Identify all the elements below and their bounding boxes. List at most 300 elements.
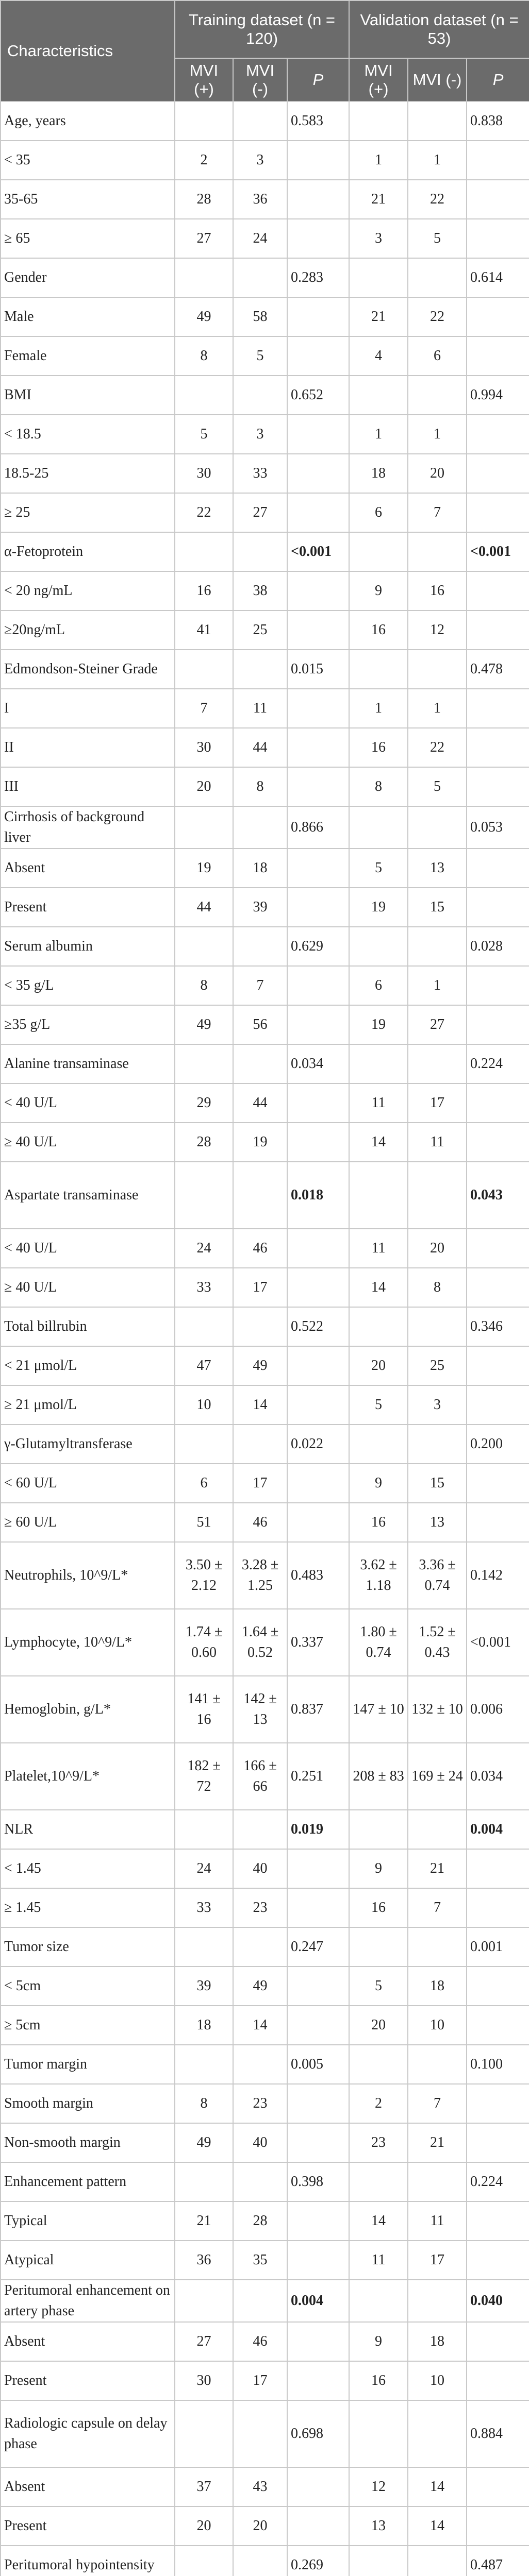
table-row-subcategory xyxy=(1,888,529,927)
training-mvi-positive-cell xyxy=(175,2546,233,2576)
validation-mvi-negative-cell: 13 xyxy=(408,849,467,888)
validation-mvi-positive-cell xyxy=(349,376,408,415)
validation-mvi-positive-cell xyxy=(349,1162,408,1229)
validation-mvi-negative-cell: 1.52 ± 0.43 xyxy=(408,1609,467,1676)
training-mvi-positive-cell: 28 xyxy=(175,180,233,219)
training-p-value-cell xyxy=(287,1346,349,1385)
validation-p-value-cell xyxy=(467,297,529,336)
table-row-subcategory xyxy=(1,2361,529,2400)
validation-p-value-cell: 0.034 xyxy=(467,1743,529,1810)
validation-p-value-cell: 0.040 xyxy=(467,2280,529,2322)
validation-mvi-negative-cell: 18 xyxy=(408,2322,467,2361)
training-mvi-negative-cell: 46 xyxy=(233,2322,287,2361)
validation-mvi-positive-cell: 20 xyxy=(349,1346,408,1385)
training-mvi-positive-cell: 16 xyxy=(175,571,233,611)
validation-mvi-positive-cell: 21 xyxy=(349,297,408,336)
training-mvi-negative-cell xyxy=(233,2546,287,2576)
training-p-value-cell xyxy=(287,888,349,927)
validation-mvi-positive-cell xyxy=(349,650,408,689)
validation-p-value-cell: 0.053 xyxy=(467,806,529,849)
header-validation-mvi-negative: MVI (-) xyxy=(408,58,467,101)
validation-mvi-positive-cell: 3 xyxy=(349,219,408,258)
training-p-value-cell xyxy=(287,297,349,336)
validation-mvi-negative-cell xyxy=(408,2162,467,2201)
validation-mvi-negative-cell xyxy=(408,376,467,415)
training-mvi-positive-cell: 18 xyxy=(175,2006,233,2045)
training-mvi-positive-cell xyxy=(175,258,233,297)
validation-mvi-negative-cell xyxy=(408,806,467,849)
training-p-value-cell: 0.018 xyxy=(287,1162,349,1229)
training-mvi-negative-cell: 17 xyxy=(233,1268,287,1307)
characteristic-label: Present xyxy=(1,2506,175,2546)
validation-mvi-negative-cell xyxy=(408,1927,467,1967)
training-mvi-positive-cell: 10 xyxy=(175,1385,233,1425)
validation-mvi-negative-cell: 18 xyxy=(408,1967,467,2006)
characteristic-label: ≥ 40 U/L xyxy=(1,1268,175,1307)
table-row-variable xyxy=(1,1743,529,1810)
validation-p-value-cell xyxy=(467,966,529,1005)
characteristic-label: < 18.5 xyxy=(1,415,175,454)
validation-mvi-positive-cell: 5 xyxy=(349,1385,408,1425)
table-row-subcategory xyxy=(1,689,529,728)
training-mvi-negative-cell: 46 xyxy=(233,1229,287,1268)
characteristic-label: Cirrhosis of background liver xyxy=(1,806,175,849)
validation-mvi-positive-cell xyxy=(349,1044,408,1083)
validation-p-value-cell xyxy=(467,1967,529,2006)
validation-mvi-positive-cell: 19 xyxy=(349,1005,408,1044)
validation-p-value-cell xyxy=(467,2006,529,2045)
training-mvi-negative-cell: 40 xyxy=(233,1849,287,1888)
training-p-value-cell xyxy=(287,611,349,650)
validation-p-value-cell xyxy=(467,141,529,180)
training-mvi-positive-cell xyxy=(175,806,233,849)
table-row-subcategory xyxy=(1,141,529,180)
training-mvi-positive-cell: 22 xyxy=(175,493,233,532)
validation-mvi-negative-cell: 15 xyxy=(408,888,467,927)
validation-mvi-negative-cell xyxy=(408,2280,467,2322)
table-row-subcategory xyxy=(1,2241,529,2280)
characteristic-label: III xyxy=(1,767,175,806)
validation-mvi-positive-cell: 5 xyxy=(349,1967,408,2006)
characteristic-label: < 40 U/L xyxy=(1,1083,175,1123)
table-row-variable xyxy=(1,258,529,297)
training-mvi-negative-cell: 14 xyxy=(233,1385,287,1425)
validation-mvi-negative-cell xyxy=(408,1810,467,1849)
training-mvi-negative-cell xyxy=(233,532,287,571)
validation-p-value-cell xyxy=(467,1464,529,1503)
training-mvi-positive-cell: 36 xyxy=(175,2241,233,2280)
table-row-subcategory xyxy=(1,1123,529,1162)
characteristic-label: ≥ 60 U/L xyxy=(1,1503,175,1542)
validation-p-value-cell: 0.100 xyxy=(467,2045,529,2084)
training-p-value-cell xyxy=(287,2123,349,2162)
training-p-value-cell xyxy=(287,493,349,532)
training-mvi-positive-cell: 39 xyxy=(175,1967,233,2006)
characteristic-label: Non-smooth margin xyxy=(1,2123,175,2162)
validation-mvi-negative-cell: 22 xyxy=(408,180,467,219)
validation-mvi-positive-cell: 6 xyxy=(349,493,408,532)
characteristic-label: Aspartate transaminase xyxy=(1,1162,175,1229)
characteristic-label: Lymphocyte, 10^9/L* xyxy=(1,1609,175,1676)
validation-mvi-positive-cell: 9 xyxy=(349,2322,408,2361)
training-p-value-cell: 0.015 xyxy=(287,650,349,689)
training-mvi-negative-cell xyxy=(233,376,287,415)
training-mvi-positive-cell: 27 xyxy=(175,219,233,258)
validation-mvi-negative-cell: 10 xyxy=(408,2006,467,2045)
training-mvi-negative-cell xyxy=(233,2045,287,2084)
characteristic-label: ≥ 21 μmol/L xyxy=(1,1385,175,1425)
validation-p-value-cell: 0.224 xyxy=(467,2162,529,2201)
characteristic-label: ≥35 g/L xyxy=(1,1005,175,1044)
validation-mvi-negative-cell: 1 xyxy=(408,966,467,1005)
validation-mvi-negative-cell xyxy=(408,532,467,571)
training-mvi-negative-cell: 44 xyxy=(233,1083,287,1123)
table-row-subcategory xyxy=(1,1464,529,1503)
training-mvi-positive-cell xyxy=(175,650,233,689)
characteristic-label: < 60 U/L xyxy=(1,1464,175,1503)
validation-mvi-negative-cell: 3.36 ± 0.74 xyxy=(408,1542,467,1609)
training-p-value-cell: 0.629 xyxy=(287,927,349,966)
validation-mvi-positive-cell: 11 xyxy=(349,2241,408,2280)
training-mvi-positive-cell: 28 xyxy=(175,1123,233,1162)
training-mvi-positive-cell: 8 xyxy=(175,336,233,376)
validation-mvi-negative-cell: 1 xyxy=(408,689,467,728)
training-p-value-cell xyxy=(287,966,349,1005)
validation-mvi-positive-cell: 1 xyxy=(349,415,408,454)
validation-p-value-cell xyxy=(467,493,529,532)
characteristic-label: I xyxy=(1,689,175,728)
table-row-subcategory xyxy=(1,336,529,376)
training-p-value-cell: 0.398 xyxy=(287,2162,349,2201)
validation-mvi-positive-cell xyxy=(349,258,408,297)
validation-mvi-positive-cell: 9 xyxy=(349,1464,408,1503)
table-row-subcategory xyxy=(1,571,529,611)
validation-mvi-negative-cell: 11 xyxy=(408,1123,467,1162)
characteristic-label: BMI xyxy=(1,376,175,415)
training-mvi-positive-cell: 182 ± 72 xyxy=(175,1743,233,1810)
characteristic-label: Serum albumin xyxy=(1,927,175,966)
characteristic-label: 18.5-25 xyxy=(1,454,175,493)
validation-mvi-negative-cell xyxy=(408,101,467,141)
validation-mvi-positive-cell: 16 xyxy=(349,611,408,650)
training-p-value-cell xyxy=(287,2506,349,2546)
table-row-subcategory xyxy=(1,1503,529,1542)
validation-mvi-negative-cell: 6 xyxy=(408,336,467,376)
validation-p-value-cell xyxy=(467,1083,529,1123)
validation-mvi-positive-cell xyxy=(349,927,408,966)
training-mvi-negative-cell: 24 xyxy=(233,219,287,258)
validation-p-value-cell: <0.001 xyxy=(467,1609,529,1676)
table-row-subcategory xyxy=(1,1268,529,1307)
training-mvi-positive-cell xyxy=(175,2400,233,2467)
training-mvi-negative-cell: 49 xyxy=(233,1967,287,2006)
validation-p-value-cell: 0.028 xyxy=(467,927,529,966)
validation-p-value-cell xyxy=(467,1268,529,1307)
training-p-value-cell: 0.698 xyxy=(287,2400,349,2467)
training-mvi-positive-cell: 51 xyxy=(175,1503,233,1542)
validation-p-value-cell: 0.487 xyxy=(467,2546,529,2576)
validation-mvi-positive-cell: 14 xyxy=(349,2201,408,2241)
training-p-value-cell: 0.837 xyxy=(287,1676,349,1743)
validation-mvi-negative-cell: 12 xyxy=(408,611,467,650)
training-mvi-positive-cell: 3.50 ± 2.12 xyxy=(175,1542,233,1609)
table-row-subcategory xyxy=(1,966,529,1005)
training-mvi-negative-cell: 5 xyxy=(233,336,287,376)
characteristic-label: Male xyxy=(1,297,175,336)
training-mvi-positive-cell: 49 xyxy=(175,297,233,336)
characteristic-label: < 40 U/L xyxy=(1,1229,175,1268)
validation-mvi-positive-cell: 208 ± 83 xyxy=(349,1743,408,1810)
training-mvi-negative-cell: 166 ± 66 xyxy=(233,1743,287,1810)
training-mvi-negative-cell: 40 xyxy=(233,2123,287,2162)
training-p-value-cell xyxy=(287,141,349,180)
validation-p-value-cell: 0.994 xyxy=(467,376,529,415)
training-p-value-cell xyxy=(287,689,349,728)
validation-mvi-positive-cell: 14 xyxy=(349,1268,408,1307)
validation-mvi-positive-cell xyxy=(349,1307,408,1346)
validation-mvi-negative-cell: 7 xyxy=(408,493,467,532)
training-p-value-cell: 0.866 xyxy=(287,806,349,849)
table-row-variable xyxy=(1,650,529,689)
table-row-variable xyxy=(1,1609,529,1676)
validation-p-value-cell xyxy=(467,1346,529,1385)
validation-p-value-cell xyxy=(467,2467,529,2506)
validation-mvi-negative-cell: 17 xyxy=(408,1083,467,1123)
validation-p-value-cell xyxy=(467,2241,529,2280)
training-mvi-positive-cell: 20 xyxy=(175,767,233,806)
validation-mvi-positive-cell: 20 xyxy=(349,2006,408,2045)
validation-mvi-negative-cell: 8 xyxy=(408,1268,467,1307)
characteristic-label: Atypical xyxy=(1,2241,175,2280)
training-p-value-cell: 0.247 xyxy=(287,1927,349,1967)
validation-mvi-positive-cell: 5 xyxy=(349,849,408,888)
training-p-value-cell xyxy=(287,336,349,376)
table-row-variable xyxy=(1,2400,529,2467)
validation-mvi-negative-cell: 20 xyxy=(408,1229,467,1268)
table-row-variable xyxy=(1,376,529,415)
table-row-subcategory xyxy=(1,2506,529,2546)
validation-p-value-cell xyxy=(467,2361,529,2400)
header-validation-p: P xyxy=(467,58,529,101)
table-row-variable xyxy=(1,2162,529,2201)
training-mvi-negative-cell: 23 xyxy=(233,1888,287,1927)
validation-p-value-cell: 0.001 xyxy=(467,1927,529,1967)
table-row-subcategory xyxy=(1,849,529,888)
validation-mvi-positive-cell: 9 xyxy=(349,1849,408,1888)
training-mvi-negative-cell: 19 xyxy=(233,1123,287,1162)
table-row-subcategory xyxy=(1,180,529,219)
characteristic-label: Edmondson-Steiner Grade xyxy=(1,650,175,689)
training-mvi-negative-cell xyxy=(233,2280,287,2322)
training-p-value-cell: 0.522 xyxy=(287,1307,349,1346)
training-mvi-negative-cell: 43 xyxy=(233,2467,287,2506)
training-mvi-positive-cell: 49 xyxy=(175,1005,233,1044)
characteristic-label: Tumor size xyxy=(1,1927,175,1967)
table-row-variable xyxy=(1,1044,529,1083)
validation-p-value-cell: 0.346 xyxy=(467,1307,529,1346)
training-mvi-positive-cell: 30 xyxy=(175,728,233,767)
training-p-value-cell: 0.269 xyxy=(287,2546,349,2576)
characteristic-label: Neutrophils, 10^9/L* xyxy=(1,1542,175,1609)
table-row-variable xyxy=(1,532,529,571)
training-mvi-negative-cell: 56 xyxy=(233,1005,287,1044)
training-p-value-cell xyxy=(287,1385,349,1425)
validation-mvi-negative-cell: 132 ± 10 xyxy=(408,1676,467,1743)
training-p-value-cell xyxy=(287,849,349,888)
training-mvi-negative-cell: 33 xyxy=(233,454,287,493)
table-row-subcategory xyxy=(1,1083,529,1123)
characteristic-label: Gender xyxy=(1,258,175,297)
training-mvi-positive-cell: 8 xyxy=(175,966,233,1005)
table-row-subcategory xyxy=(1,415,529,454)
table-row-subcategory xyxy=(1,1229,529,1268)
validation-mvi-negative-cell: 21 xyxy=(408,1849,467,1888)
validation-p-value-cell xyxy=(467,728,529,767)
validation-mvi-negative-cell xyxy=(408,1162,467,1229)
validation-mvi-positive-cell xyxy=(349,1927,408,1967)
table-row-subcategory xyxy=(1,1849,529,1888)
training-mvi-negative-cell: 8 xyxy=(233,767,287,806)
training-mvi-negative-cell: 25 xyxy=(233,611,287,650)
table-row-variable xyxy=(1,1542,529,1609)
validation-p-value-cell xyxy=(467,689,529,728)
characteristic-label: NLR xyxy=(1,1810,175,1849)
validation-p-value-cell xyxy=(467,1385,529,1425)
training-mvi-negative-cell xyxy=(233,1307,287,1346)
validation-p-value-cell: <0.001 xyxy=(467,532,529,571)
validation-mvi-negative-cell xyxy=(408,650,467,689)
validation-mvi-positive-cell: 8 xyxy=(349,767,408,806)
table-row-subcategory xyxy=(1,1967,529,2006)
training-mvi-positive-cell: 141 ± 16 xyxy=(175,1676,233,1743)
table-row-subcategory xyxy=(1,728,529,767)
validation-mvi-positive-cell xyxy=(349,2045,408,2084)
training-mvi-positive-cell: 1.74 ± 0.60 xyxy=(175,1609,233,1676)
training-mvi-positive-cell: 24 xyxy=(175,1229,233,1268)
validation-mvi-negative-cell: 22 xyxy=(408,728,467,767)
header-training-mvi-positive: MVI (+) xyxy=(175,58,233,101)
validation-p-value-cell xyxy=(467,2506,529,2546)
validation-mvi-negative-cell xyxy=(408,1307,467,1346)
validation-mvi-positive-cell: 4 xyxy=(349,336,408,376)
characteristic-label: < 5cm xyxy=(1,1967,175,2006)
table-row-subcategory xyxy=(1,297,529,336)
training-p-value-cell: 0.019 xyxy=(287,1810,349,1849)
characteristic-label: ≥20ng/mL xyxy=(1,611,175,650)
training-mvi-negative-cell: 142 ± 13 xyxy=(233,1676,287,1743)
training-mvi-negative-cell: 44 xyxy=(233,728,287,767)
characteristic-label: Alanine transaminase xyxy=(1,1044,175,1083)
table-header xyxy=(1,1,529,101)
validation-mvi-negative-cell xyxy=(408,2400,467,2467)
table-row-subcategory xyxy=(1,1888,529,1927)
training-mvi-positive-cell: 44 xyxy=(175,888,233,927)
training-p-value-cell xyxy=(287,1229,349,1268)
training-mvi-positive-cell xyxy=(175,101,233,141)
table-row-subcategory xyxy=(1,2322,529,2361)
header-training-mvi-negative: MVI (-) xyxy=(233,58,287,101)
training-p-value-cell: 0.004 xyxy=(287,2280,349,2322)
validation-mvi-positive-cell: 1 xyxy=(349,689,408,728)
validation-mvi-positive-cell xyxy=(349,806,408,849)
validation-p-value-cell xyxy=(467,1503,529,1542)
validation-p-value-cell xyxy=(467,571,529,611)
validation-mvi-positive-cell xyxy=(349,1810,408,1849)
training-mvi-negative-cell: 58 xyxy=(233,297,287,336)
validation-mvi-negative-cell xyxy=(408,2045,467,2084)
characteristic-label: Total billrubin xyxy=(1,1307,175,1346)
training-mvi-negative-cell xyxy=(233,1044,287,1083)
table-row-variable xyxy=(1,806,529,849)
training-mvi-negative-cell xyxy=(233,2162,287,2201)
training-p-value-cell: 0.483 xyxy=(287,1542,349,1609)
validation-p-value-cell xyxy=(467,611,529,650)
characteristic-label: γ-Glutamyltransferase xyxy=(1,1425,175,1464)
characteristic-label: < 1.45 xyxy=(1,1849,175,1888)
validation-p-value-cell xyxy=(467,454,529,493)
validation-mvi-negative-cell xyxy=(408,1044,467,1083)
training-p-value-cell: 0.283 xyxy=(287,258,349,297)
training-mvi-negative-cell: 3.28 ± 1.25 xyxy=(233,1542,287,1609)
validation-mvi-positive-cell xyxy=(349,2162,408,2201)
characteristic-label: Smooth margin xyxy=(1,2084,175,2123)
table-row-subcategory xyxy=(1,2467,529,2506)
validation-p-value-cell xyxy=(467,2084,529,2123)
table-row-subcategory xyxy=(1,2123,529,2162)
characteristic-label: < 20 ng/mL xyxy=(1,571,175,611)
training-p-value-cell xyxy=(287,1888,349,1927)
validation-mvi-negative-cell: 22 xyxy=(408,297,467,336)
characteristic-label: Hemoglobin, g/L* xyxy=(1,1676,175,1743)
training-mvi-negative-cell: 17 xyxy=(233,2361,287,2400)
training-mvi-negative-cell: 27 xyxy=(233,493,287,532)
training-p-value-cell xyxy=(287,1268,349,1307)
validation-mvi-negative-cell: 5 xyxy=(408,767,467,806)
validation-mvi-positive-cell: 13 xyxy=(349,2506,408,2546)
validation-mvi-negative-cell: 7 xyxy=(408,1888,467,1927)
table-row-variable xyxy=(1,1927,529,1967)
validation-mvi-negative-cell: 3 xyxy=(408,1385,467,1425)
validation-mvi-positive-cell: 21 xyxy=(349,180,408,219)
characteristic-label: Enhancement pattern xyxy=(1,2162,175,2201)
table-row-variable xyxy=(1,2546,529,2576)
table-row-subcategory xyxy=(1,611,529,650)
header-validation-mvi-positive: MVI (+) xyxy=(349,58,408,101)
validation-mvi-negative-cell xyxy=(408,2546,467,2576)
table-row-subcategory xyxy=(1,2084,529,2123)
training-mvi-negative-cell xyxy=(233,2400,287,2467)
training-mvi-negative-cell: 39 xyxy=(233,888,287,927)
characteristic-label: Absent xyxy=(1,849,175,888)
characteristic-label: Female xyxy=(1,336,175,376)
validation-mvi-negative-cell: 14 xyxy=(408,2506,467,2546)
header-training-p: P xyxy=(287,58,349,101)
characteristic-label: ≥ 40 U/L xyxy=(1,1123,175,1162)
characteristic-label: Present xyxy=(1,888,175,927)
validation-p-value-cell: 0.006 xyxy=(467,1676,529,1743)
characteristic-label: ≥ 25 xyxy=(1,493,175,532)
validation-mvi-positive-cell: 11 xyxy=(349,1229,408,1268)
training-p-value-cell xyxy=(287,767,349,806)
training-mvi-negative-cell: 7 xyxy=(233,966,287,1005)
validation-mvi-positive-cell: 9 xyxy=(349,571,408,611)
training-p-value-cell: 0.005 xyxy=(287,2045,349,2084)
training-p-value-cell xyxy=(287,219,349,258)
training-mvi-negative-cell xyxy=(233,1927,287,1967)
validation-mvi-positive-cell xyxy=(349,2280,408,2322)
training-mvi-negative-cell: 23 xyxy=(233,2084,287,2123)
validation-mvi-positive-cell: 6 xyxy=(349,966,408,1005)
